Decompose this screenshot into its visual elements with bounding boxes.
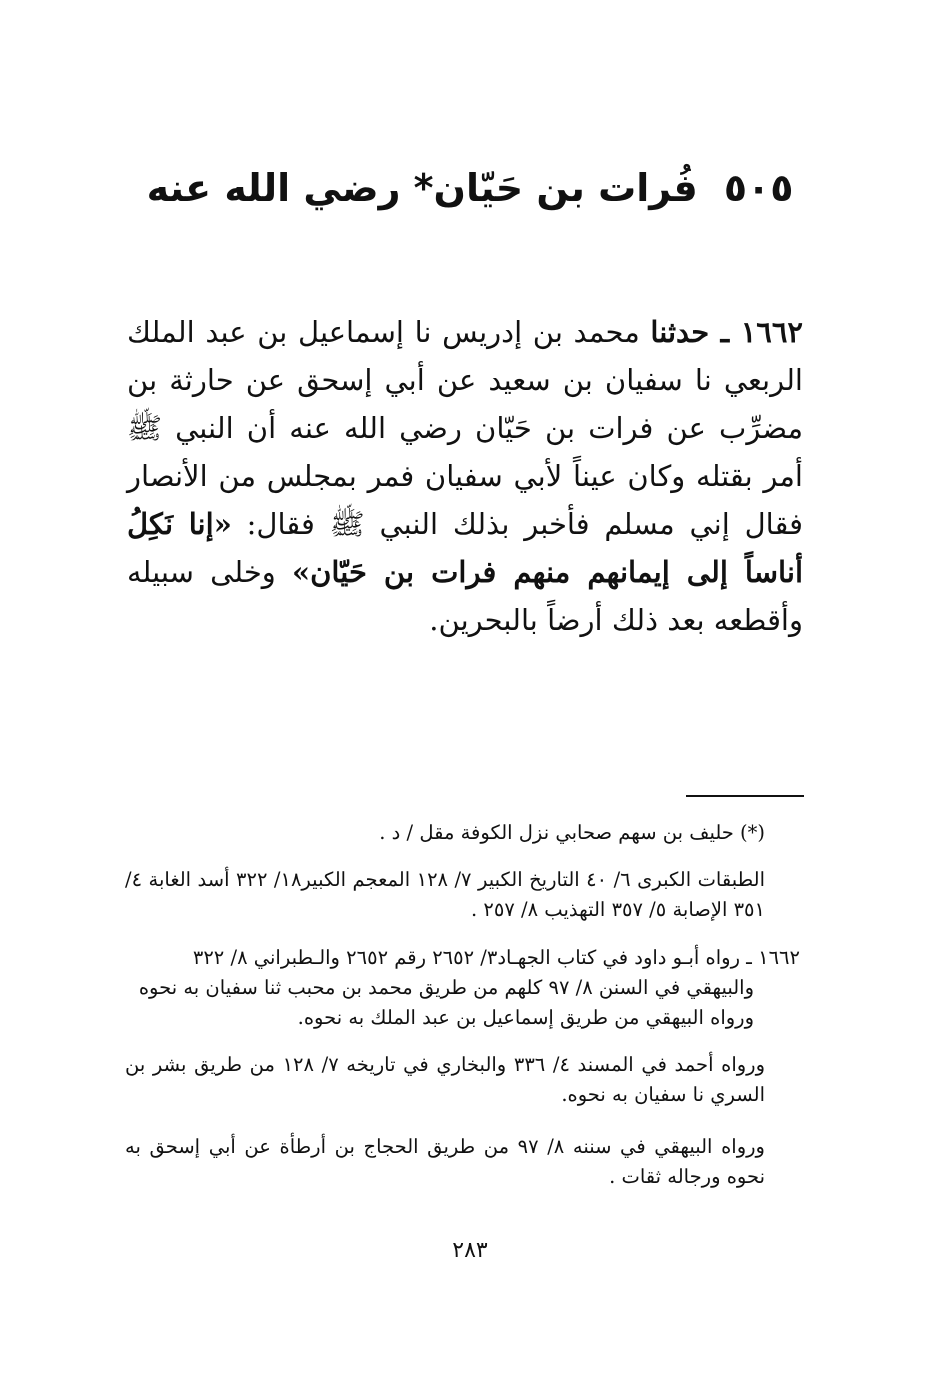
chapter-title: فُرات بن حَيّان* رضي الله عنه — [146, 166, 698, 210]
footnote-star: (*) حليف بن سهم صحابي نزل الكوفة مقل / د . — [379, 821, 765, 844]
page-number: ٢٨٣ — [452, 1238, 488, 1263]
chapter-number: ٥٠٥ — [723, 166, 794, 210]
footnote-sources: الطبقات الكبرى ٦/ ٤٠ التاريخ الكبير ٧/ ١٢٨ المعجم الكبير١٨/ ٣٢٢ أسد الغابة ٤/ ٣٥١ الإصابة ٥/ ٣٥٧ التهذيب ٨/ ٢٥٧ . — [125, 868, 765, 921]
footnote-ahmad: ورواه أحمد في المسند ٤/ ٣٣٦ والبخاري في تاريخه ٧/ ١٢٨ من طريق بشر بن السري نا سفيان به نحوه. — [125, 1053, 765, 1106]
footnote-takhrij-first-line: ١٦٦٢ ـ رواه أبـو داود في كتاب الجهـاد٣/ ٢٦٥٢ رقم ٢٦٥٢ والـطبراني ٨/ ٣٢٢ — [192, 946, 800, 969]
hadith-ending: وخلى سبيله وأقطعه بعد ذلك أرضاً بالبحرين. — [127, 555, 803, 637]
hadith-lead: ١٦٦٢ ـ حدثنا — [650, 315, 803, 349]
footnote-bayhaqi: ورواه البيهقي في سننه ٨/ ٩٧ من طريق الحجاج بن أرطأة عن أبي إسحق به نحوه ورجاله ثقات . — [125, 1135, 765, 1188]
hadith-quote: «إنا نَكِلُ أناساً إلى إيمانهم منهم فرات بن حَيّان» — [127, 507, 803, 589]
chapter-heading — [0, 160, 940, 216]
hadith-text — [127, 308, 803, 644]
footnote-takhrij — [125, 943, 800, 1033]
footnote-takhrij-rest: والبيهقي في السنن ٨/ ٩٧ كلهم من طريق محمد بن محبب ثنا سفيان به نحوه ورواه البيهقي من طريق إسماعيل بن عبد الملك به نحوه. — [138, 976, 754, 1029]
hadith-isnad-matn: محمد بن إدريس نا إسماعيل بن عبد الملك الربعي نا سفيان بن سعيد عن أبي إسحق عن حارثة بن مضرِّب عن فرات بن حَيّان رضي الله عنه أن النبي ﷺ أمر بقتله وكان عيناً لأبي سفيان فمر بمجلس من الأنصار فقال إني مسلم فأخبر بذلك النبي ﷺ فقال: — [127, 315, 804, 541]
footnote-separator — [686, 795, 804, 797]
